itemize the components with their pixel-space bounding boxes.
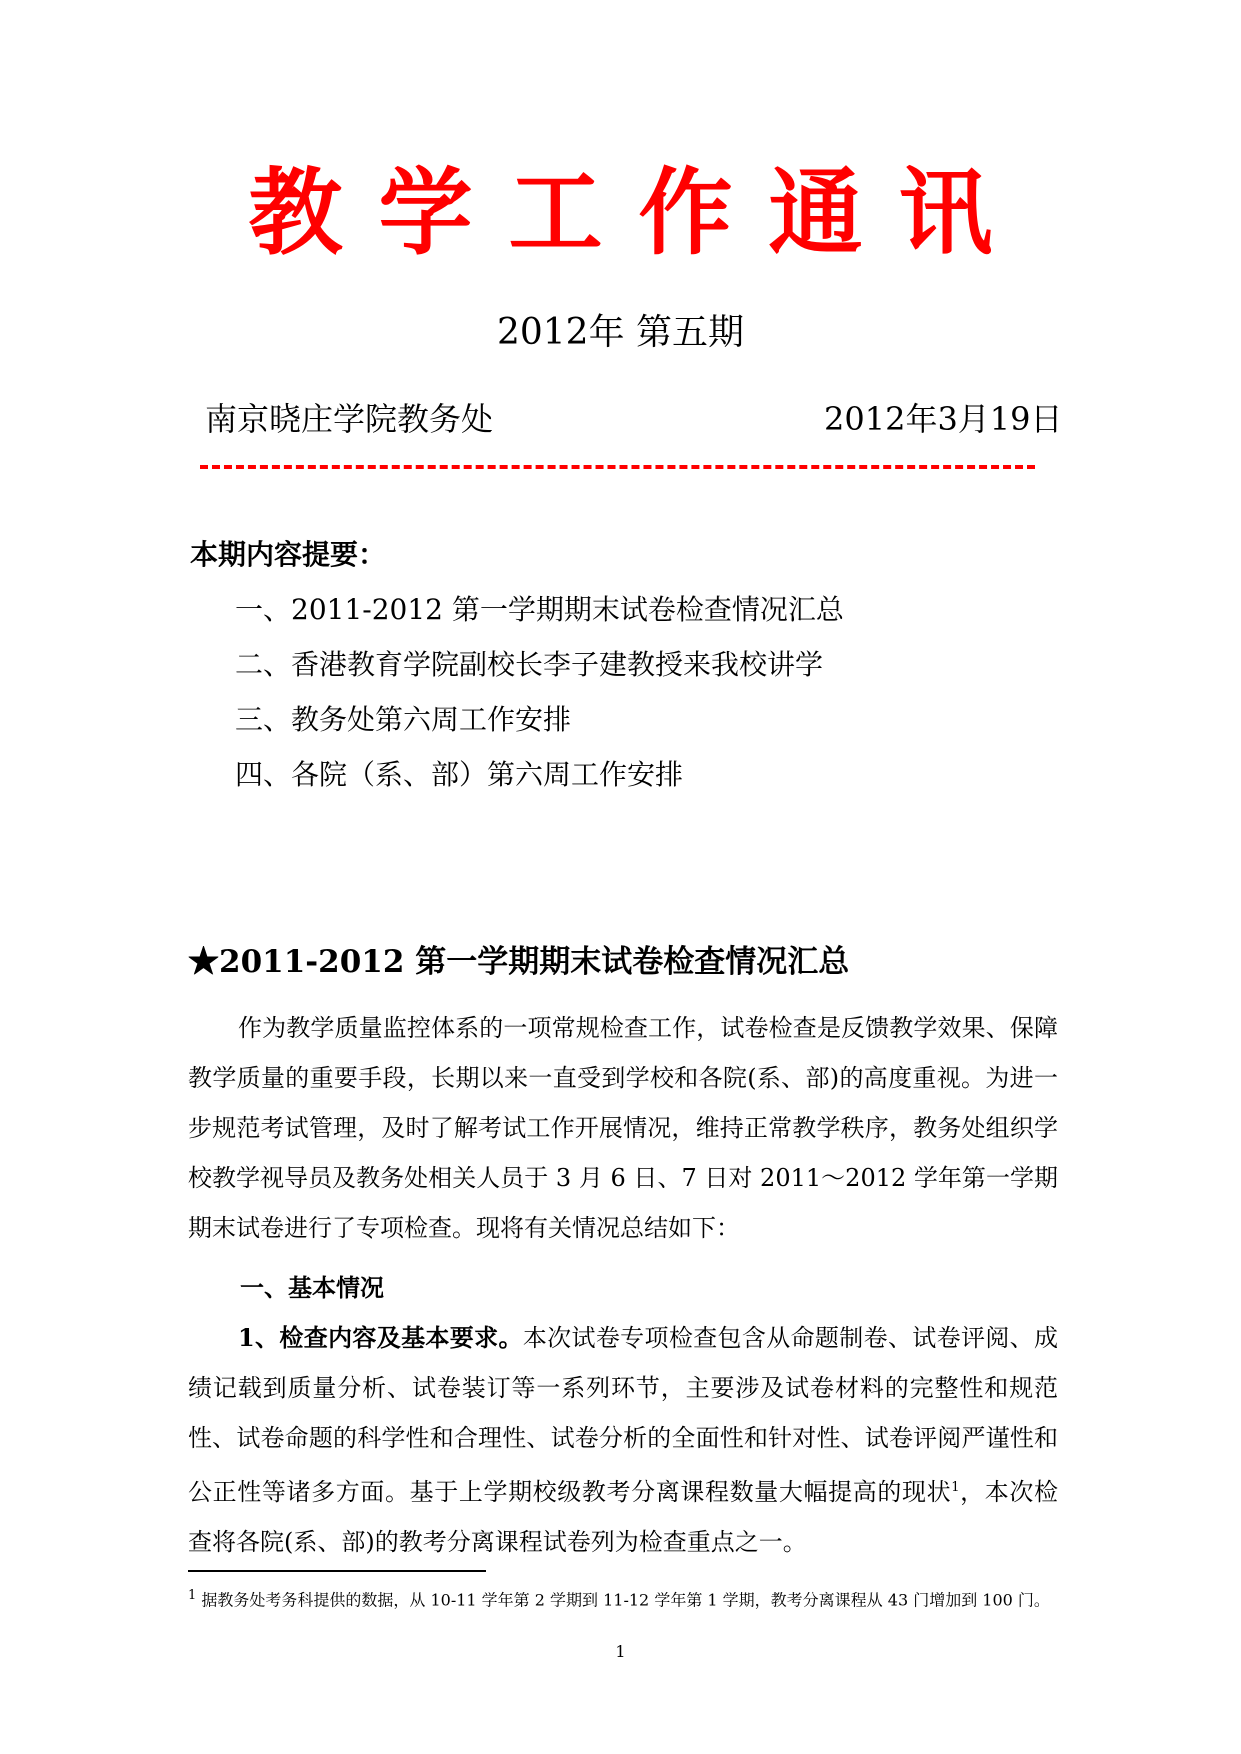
toc-item: 三、教务处第六周工作安排 bbox=[235, 703, 572, 736]
footnote bbox=[188, 1583, 1058, 1613]
article-title: ★2011-2012 第一学期期末试卷检查情况汇总 bbox=[188, 944, 850, 980]
toc-item: 四、各院（系、部）第六周工作安排 bbox=[235, 758, 684, 791]
toc-heading: 本期内容提要： bbox=[190, 538, 387, 571]
item-text: 本次试卷专项检查包含从命题制卷、试卷评阅、成绩记载到质量分析、试卷装订等一系列环节，主要涉及试卷材料的完整性和规范性、试卷命题的科学性和合理性、试卷分析的全面性和针对性、试卷评阅严谨性和公正性等诸多方面。基于上学期校级教考分离课程数量大幅提高的现状 bbox=[188, 1324, 1058, 1506]
footnote-reference: 1 bbox=[951, 1480, 960, 1495]
masthead-divider bbox=[200, 465, 1035, 469]
section-heading: 一、基本情况 bbox=[240, 1273, 384, 1302]
footnote-marker: 1 bbox=[188, 1588, 197, 1603]
item-lead: 1、检查内容及基本要求。 bbox=[238, 1323, 523, 1352]
article-paragraph bbox=[188, 1313, 1058, 1567]
page-number: 1 bbox=[615, 1642, 626, 1661]
masthead-title: 教学工作通讯 bbox=[248, 158, 1029, 268]
toc-item: 一、2011-2012 第一学期期末试卷检查情况汇总 bbox=[235, 593, 844, 626]
toc-item: 二、香港教育学院副校长李子建教授来我校讲学 bbox=[235, 648, 824, 681]
issue-number: 2012年 第五期 bbox=[496, 312, 745, 353]
article-paragraph: 作为教学质量监控体系的一项常规检查工作，试卷检查是反馈教学效果、保障教学质量的重要手段，长期以来一直受到学校和各院(系、部)的高度重视。为进一步规范考试管理，及时了解考试工作开展情况，维持正常教学秩序，教务处组织学校教学视导员及教务处相关人员于 3 月 6 日、7 日对 2011～2012 学年第一学期期末试卷进行了专项检查。现将有关情况总结如下： bbox=[188, 1014, 1058, 1242]
footnote-divider bbox=[188, 1570, 486, 1572]
item-text-tail: ，本次检查将各院(系、部)的教考分离课程试卷列为检查重点之一。 bbox=[188, 1478, 1058, 1556]
footnote-text: 据教务处考务科提供的数据，从 10-11 学年第 2 学期到 11-12 学年第 1 学期，教考分离课程从 43 门增加到 100 门。 bbox=[201, 1590, 1050, 1610]
publisher-name: 南京晓庄学院教务处 bbox=[205, 400, 494, 438]
publication-date: 2012年3月19日 bbox=[824, 400, 1063, 438]
